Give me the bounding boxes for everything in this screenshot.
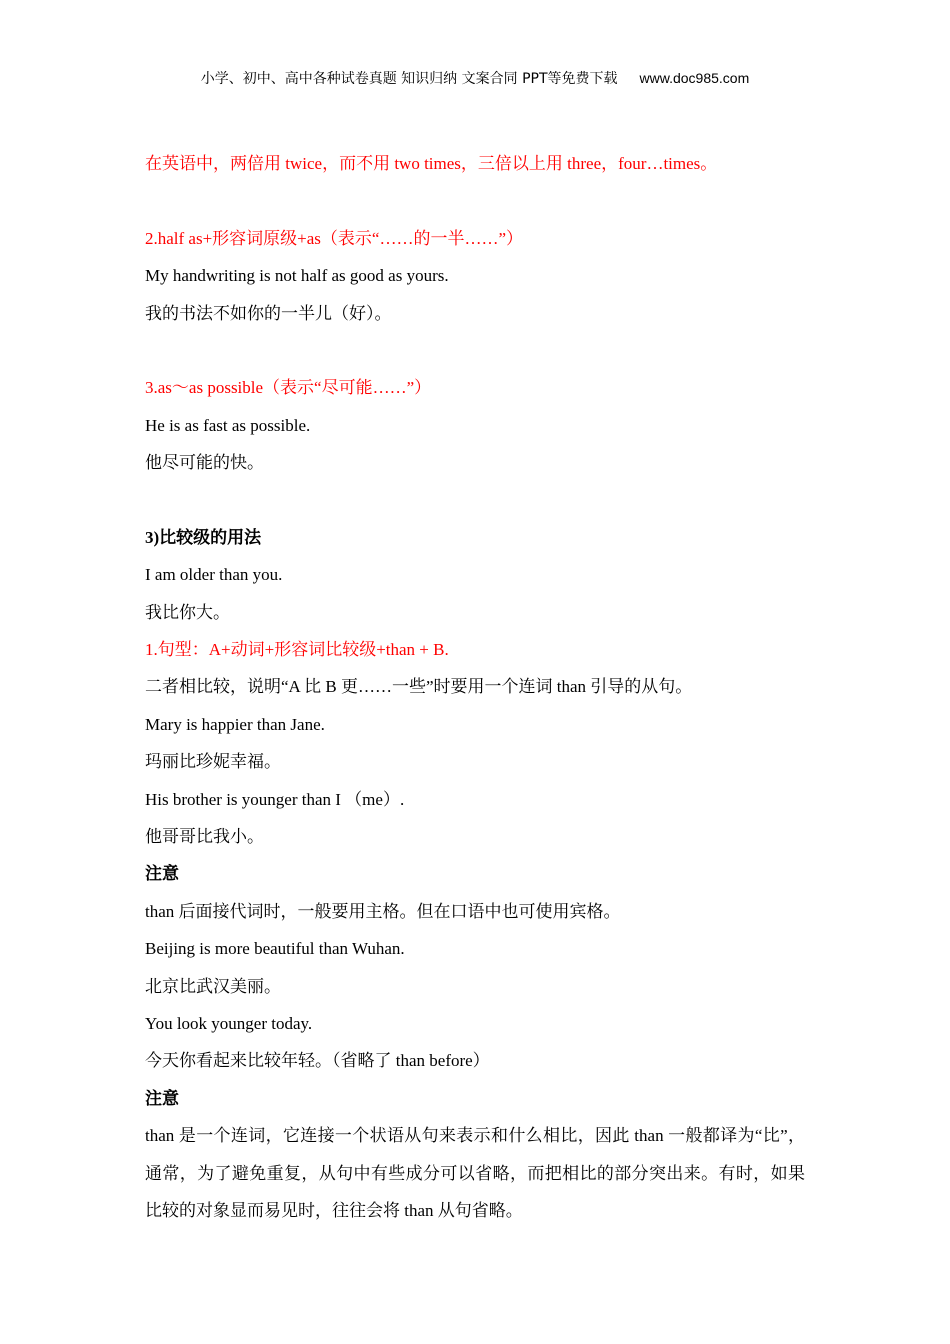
example-sentence: His brother is younger than I （me）. xyxy=(145,789,405,809)
example-sentence: He is as fast as possible. xyxy=(145,415,311,435)
note-paragraph: than 是一个连词，它连接一个状语从句来表示和什么相比，因此 than 一般都译为“比”，通常，为了避免重复，从句中有些成分可以省略，而把相比的部分突出来。有时，如果比较的对象显而易见时，往往会将 than 从句省略。 xyxy=(145,1126,805,1220)
example-translation: 他尽可能的快。 xyxy=(145,453,264,473)
note-label: 注意 xyxy=(145,864,179,884)
example-translation: 北京比武汉美丽。 xyxy=(145,976,281,996)
header-text: 小学、初中、高中各种试卷真题 知识归纳 文案合同 PPT等免费下载 xyxy=(200,71,618,87)
note-label: 注意 xyxy=(145,1088,179,1108)
example-sentence: I am older than you. xyxy=(145,565,283,585)
example-translation: 他哥哥比我小。 xyxy=(145,827,264,847)
note-text: than 后面接代词时，一般要用主格。但在口语中也可使用宾格。 xyxy=(145,901,621,921)
section-heading-comparative: 3)比较级的用法 xyxy=(145,527,262,547)
example-translation: 玛丽比珍妮幸福。 xyxy=(145,752,281,772)
document-body xyxy=(145,145,805,1229)
header-site-link[interactable]: www.doc985.com xyxy=(639,70,750,86)
example-sentence: My handwriting is not half as good as yours. xyxy=(145,266,449,286)
twice-rule-note: 在英语中，两倍用 twice，而不用 two times，三倍以上用 three，four…times。 xyxy=(145,154,718,173)
pattern-explanation: 二者相比较，说明“A 比 B 更……一些”时要用一个连词 than 引导的从句。 xyxy=(145,677,693,697)
example-translation: 我比你大。 xyxy=(145,602,230,622)
example-translation: 今天你看起来比较年轻。（省略了 than before） xyxy=(145,1051,490,1071)
example-sentence: Mary is happier than Jane. xyxy=(145,714,325,734)
example-sentence: Beijing is more beautiful than Wuhan. xyxy=(145,939,405,959)
example-sentence: You look younger today. xyxy=(145,1013,313,1033)
as-possible-heading: 3.as～as possible（表示“尽可能……”） xyxy=(145,378,432,398)
example-translation: 我的书法不如你的一半儿（好）。 xyxy=(145,303,392,323)
page-header xyxy=(0,68,950,88)
half-as-heading: 2.half as+形容词原级+as（表示“……的一半……”） xyxy=(145,228,524,248)
sentence-pattern-heading: 1.句型：A+动词+形容词比较级+than + B. xyxy=(145,640,449,660)
